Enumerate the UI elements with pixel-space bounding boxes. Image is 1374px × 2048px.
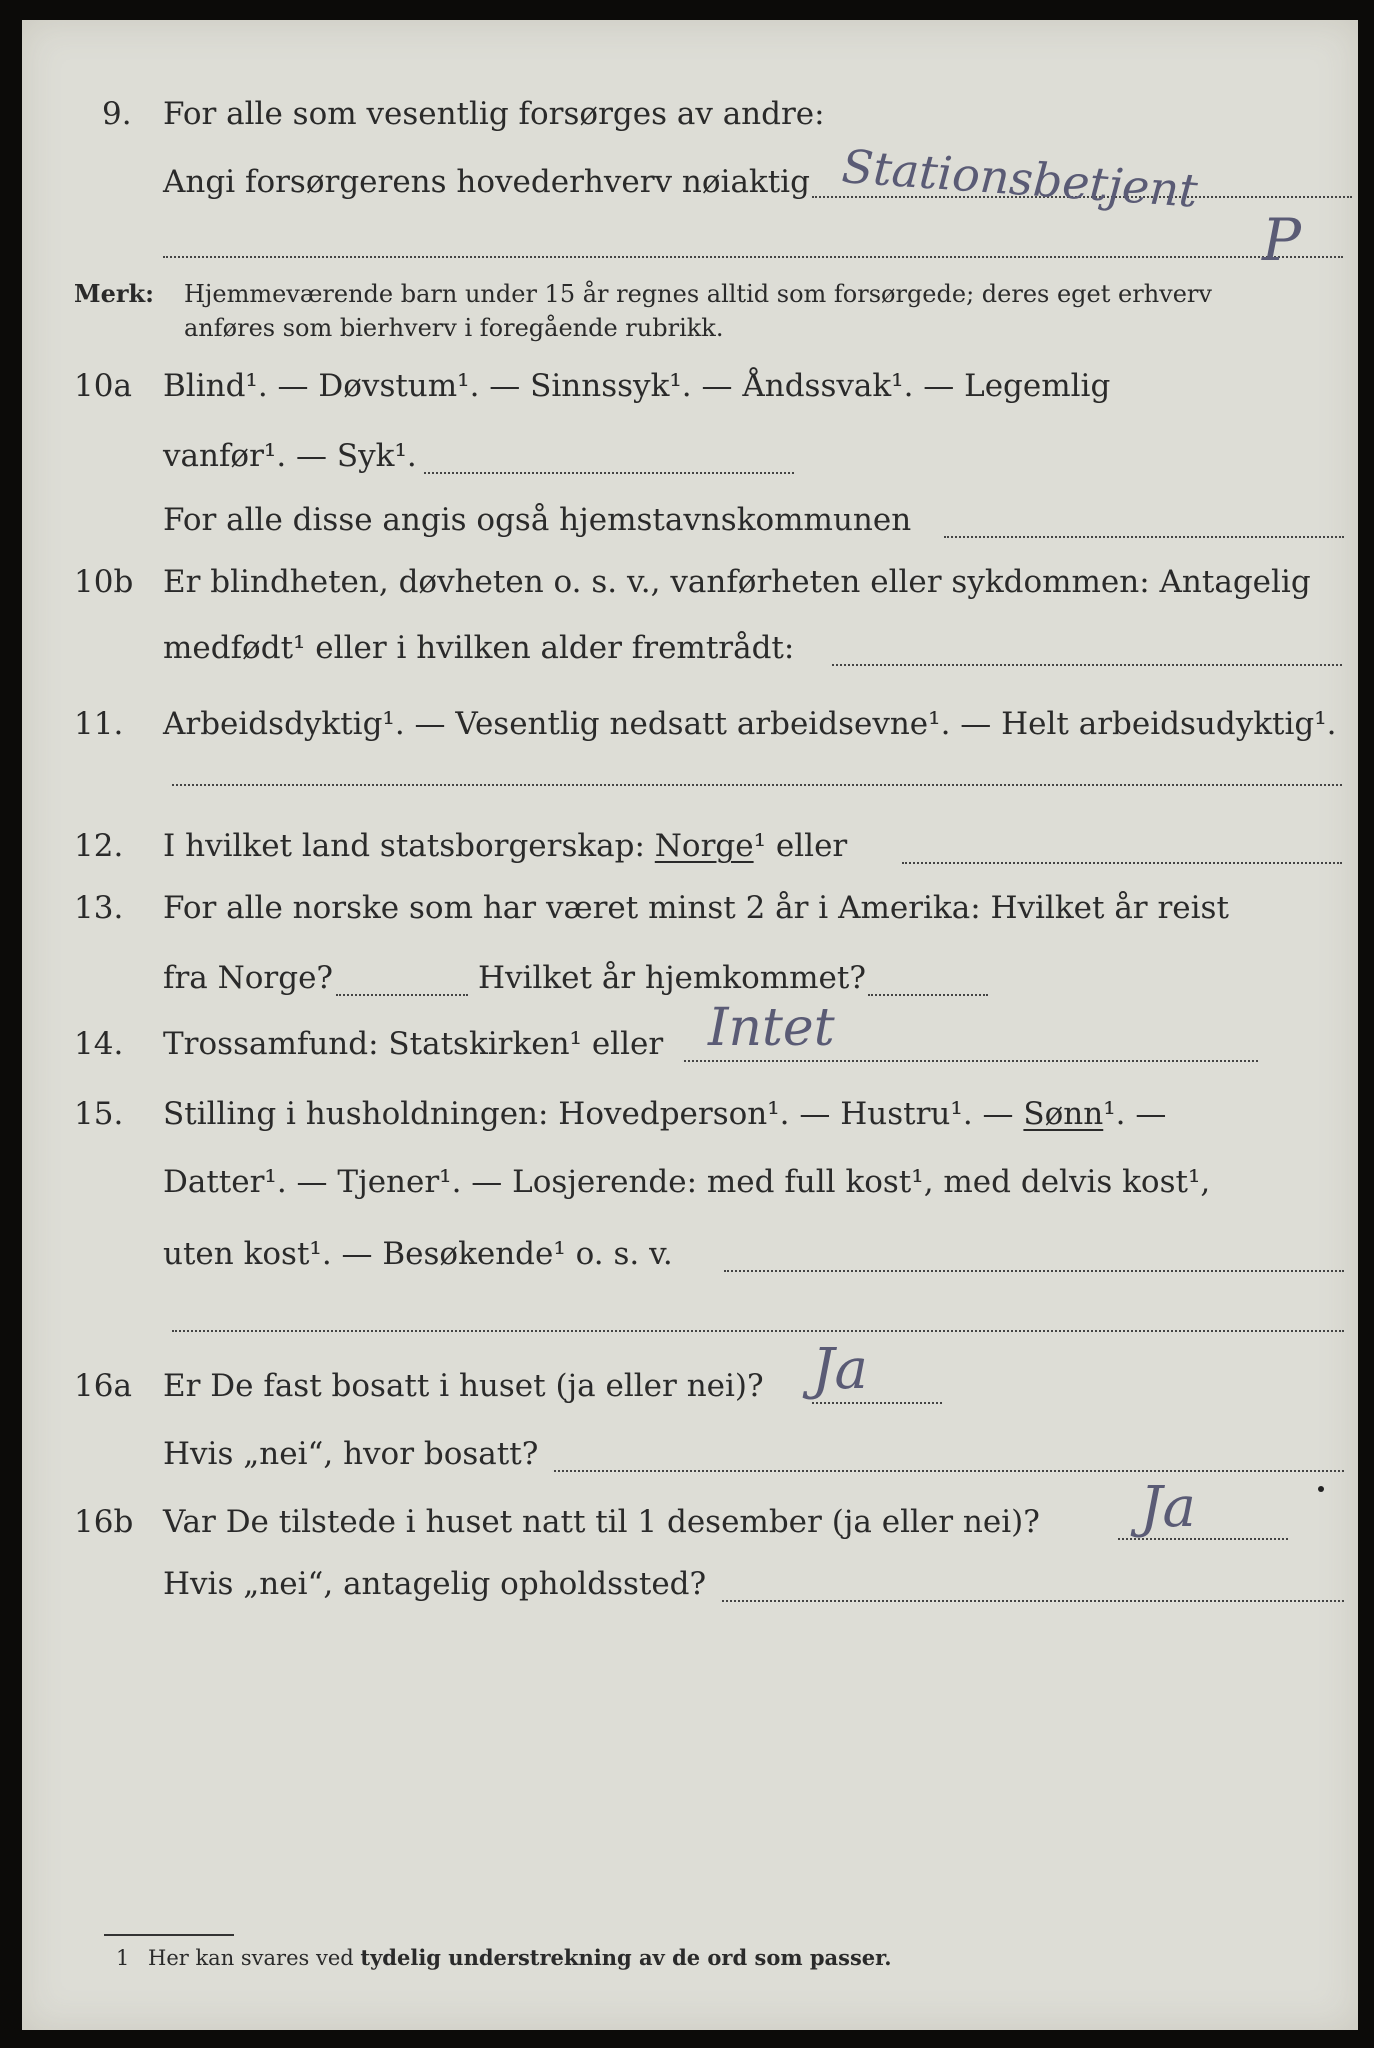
q16b-line1: Var De tilstede i huset natt til 1 desember (ja eller nei)? — [163, 1504, 1040, 1540]
q12-question: I hvilket land statsborgerskap: — [163, 828, 645, 864]
q13-line2a: fra Norge? — [163, 960, 334, 996]
q9-margin-mark: P — [1262, 206, 1302, 274]
q14-line1: Trossamfund: Statskirken¹ eller — [163, 1026, 664, 1062]
q13-left-year-line — [336, 994, 468, 996]
q15-line1-end: ¹. — — [1103, 1096, 1167, 1132]
q16a-residence-line — [554, 1470, 1344, 1472]
q13-number: 13. — [74, 890, 124, 926]
census-form-page — [22, 20, 1358, 2030]
q16b-stay-line — [722, 1600, 1344, 1602]
q10a-home-municipality-line — [944, 536, 1344, 538]
q15-line1-text: Stilling i husholdningen: Hovedperson¹. — Hustru¹. — — [163, 1096, 1014, 1132]
q16b-answer-line — [1118, 1538, 1288, 1540]
q15-answer-line — [724, 1270, 1344, 1272]
q16a-answer-line — [812, 1402, 942, 1404]
q9-number: 9. — [102, 96, 132, 132]
q10b-line2: medfødt¹ eller i hvilken alder fremtrådt: — [163, 630, 795, 666]
footnote-bold-text: tydelig understrekning av de ord som passer. — [360, 1945, 892, 1970]
merk-line2: anføres som bierhverv i foregående rubrikk. — [184, 314, 724, 342]
footnote-rule — [104, 1934, 234, 1936]
q9-line2: Angi forsørgerens hovederhverv nøiaktig — [163, 164, 810, 200]
q14-number: 14. — [74, 1026, 124, 1062]
q12-eller: ¹ eller — [753, 828, 848, 864]
q13-returned-year-line — [868, 994, 988, 996]
q10b-number: 10b — [74, 564, 134, 600]
q15-number: 15. — [74, 1096, 124, 1132]
q16b-line2: Hvis „nei“, antagelig opholdssted? — [163, 1566, 707, 1602]
q10a-sick-line — [424, 472, 794, 474]
q12-answer-line — [902, 862, 1342, 864]
q9-handwritten-answer: Stationsbetjent — [840, 139, 1200, 218]
q12-norge-underlined: Norge — [654, 828, 754, 864]
q16a-line2: Hvis „nei“, hvor bosatt? — [163, 1436, 539, 1472]
q12-line — [163, 826, 847, 866]
q13-line1: For alle norske som har været minst 2 år i Amerika: Hvilket år reist — [163, 890, 1229, 926]
footnote-text: Her kan svares ved — [148, 1946, 354, 1970]
q16a-line1: Er De fast bosatt i huset (ja eller nei)? — [163, 1368, 764, 1404]
q16a-number: 16a — [74, 1368, 132, 1404]
q14-handwritten-answer: Intet — [708, 998, 835, 1058]
q10b-answer-line — [832, 664, 1342, 666]
q14-answer-line — [684, 1060, 1258, 1062]
q16b-handwritten-answer: Ja — [1140, 1475, 1196, 1540]
q15-line2: Datter¹. — Tjener¹. — Losjerende: med full kost¹, med delvis kost¹, — [163, 1164, 1211, 1200]
footnote-mark: 1 — [116, 1946, 130, 1970]
q10a-line3: For alle disse angis også hjemstavnskommunen — [163, 502, 912, 538]
q15-line1 — [163, 1094, 1166, 1134]
q10a-number: 10a — [74, 368, 132, 404]
q15-sonn-underlined: Sønn — [1023, 1096, 1104, 1132]
q16b-number: 16b — [74, 1504, 134, 1540]
q15-extra-line — [172, 1330, 1344, 1332]
merk-label: Merk: — [74, 279, 154, 308]
q11-answer-line — [172, 784, 1342, 786]
q13-line2b: Hvilket år hjemkommet? — [478, 960, 866, 996]
q9-line1: For alle som vesentlig forsørges av andre: — [163, 96, 825, 132]
ink-speck — [1318, 1486, 1324, 1492]
q16a-handwritten-answer: Ja — [812, 1337, 868, 1402]
q11-line1: Arbeidsdyktig¹. — Vesentlig nedsatt arbeidsevne¹. — Helt arbeidsudyktig¹. — [163, 706, 1337, 742]
q10a-line1: Blind¹. — Døvstum¹. — Sinnssyk¹. — Åndssvak¹. — Legemlig — [163, 368, 1111, 404]
q10a-line2: vanfør¹. — Syk¹. — [163, 438, 417, 474]
merk-line1: Hjemmeværende barn under 15 år regnes alltid som forsørgede; deres eget erhverv — [184, 280, 1212, 308]
q15-line3: uten kost¹. — Besøkende¹ o. s. v. — [163, 1236, 673, 1272]
q10b-line1: Er blindheten, døvheten o. s. v., vanførheten eller sykdommen: Antagelig — [163, 564, 1311, 600]
footnote — [148, 1944, 892, 1972]
q12-number: 12. — [74, 828, 124, 864]
q9-extra-line — [163, 256, 1343, 258]
q11-number: 11. — [74, 706, 124, 742]
